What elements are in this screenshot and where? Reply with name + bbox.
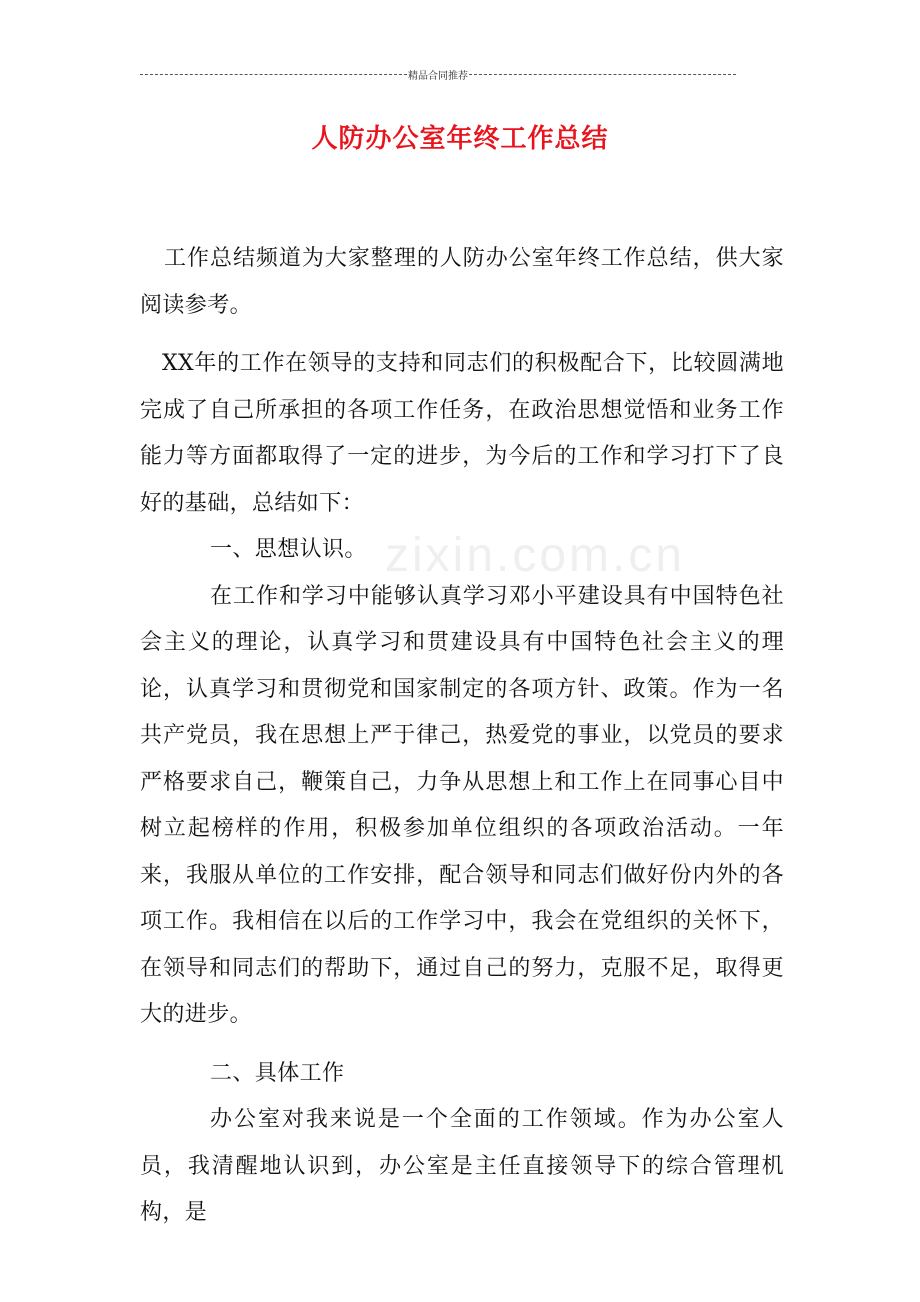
section2-heading: 二、具体工作 — [210, 1060, 345, 1086]
header-text: 精品合同推荐 — [408, 70, 468, 82]
watermark: zixin.com.cn — [385, 529, 686, 582]
document-body — [140, 236, 784, 1237]
header-dash-left — [140, 74, 407, 75]
lead-paragraph: XX年的工作在领导的支持和同志们的积极配合下，比较圆满地完成了自己所承担的各项工作任务，在政治思想觉悟和业务工作能力等方面都取得了一定的进步，为今后的工作和学习打下了良好的基础，总结如下： — [140, 351, 784, 516]
section1-heading: 一、思想认识。 — [210, 537, 367, 562]
intro-paragraph: 工作总结频道为大家整理的人防办公室年终工作总结，供大家阅读参考。 — [140, 246, 784, 318]
document-title: 人防办公室年终工作总结 — [311, 124, 609, 154]
page-header — [140, 66, 736, 82]
header-dash-right — [469, 74, 736, 75]
section1-body: 在工作和学习中能够认真学习邓小平建设具有中国特色社会主义的理论，认真学习和贯建设具有中国特色社会主义的理论，认真学习和贯彻党和国家制定的各项方针、政策。作为一名共产党员，我在思想上严于律己，热爱党的事业，以党员的要求严格要求自己，鞭策自己，力争从思想上和工作上在同事心目中树立起榜样的作用，积极参加单位组织的各项政治活动。一年来，我服从单位的工作安排，配合领导和同志们做好份内外的各项工作。我相信在以后的工作学习中，我会在党组织的关怀下，在领导和同志们的帮助下，通过自己的努力，克服不足，取得更大的进步。 — [140, 583, 784, 1027]
section2-body: 办公室对我来说是一个全面的工作领域。作为办公室人员，我清醒地认识到，办公室是主任直接领导下的综合管理机构，是 — [140, 1107, 784, 1225]
